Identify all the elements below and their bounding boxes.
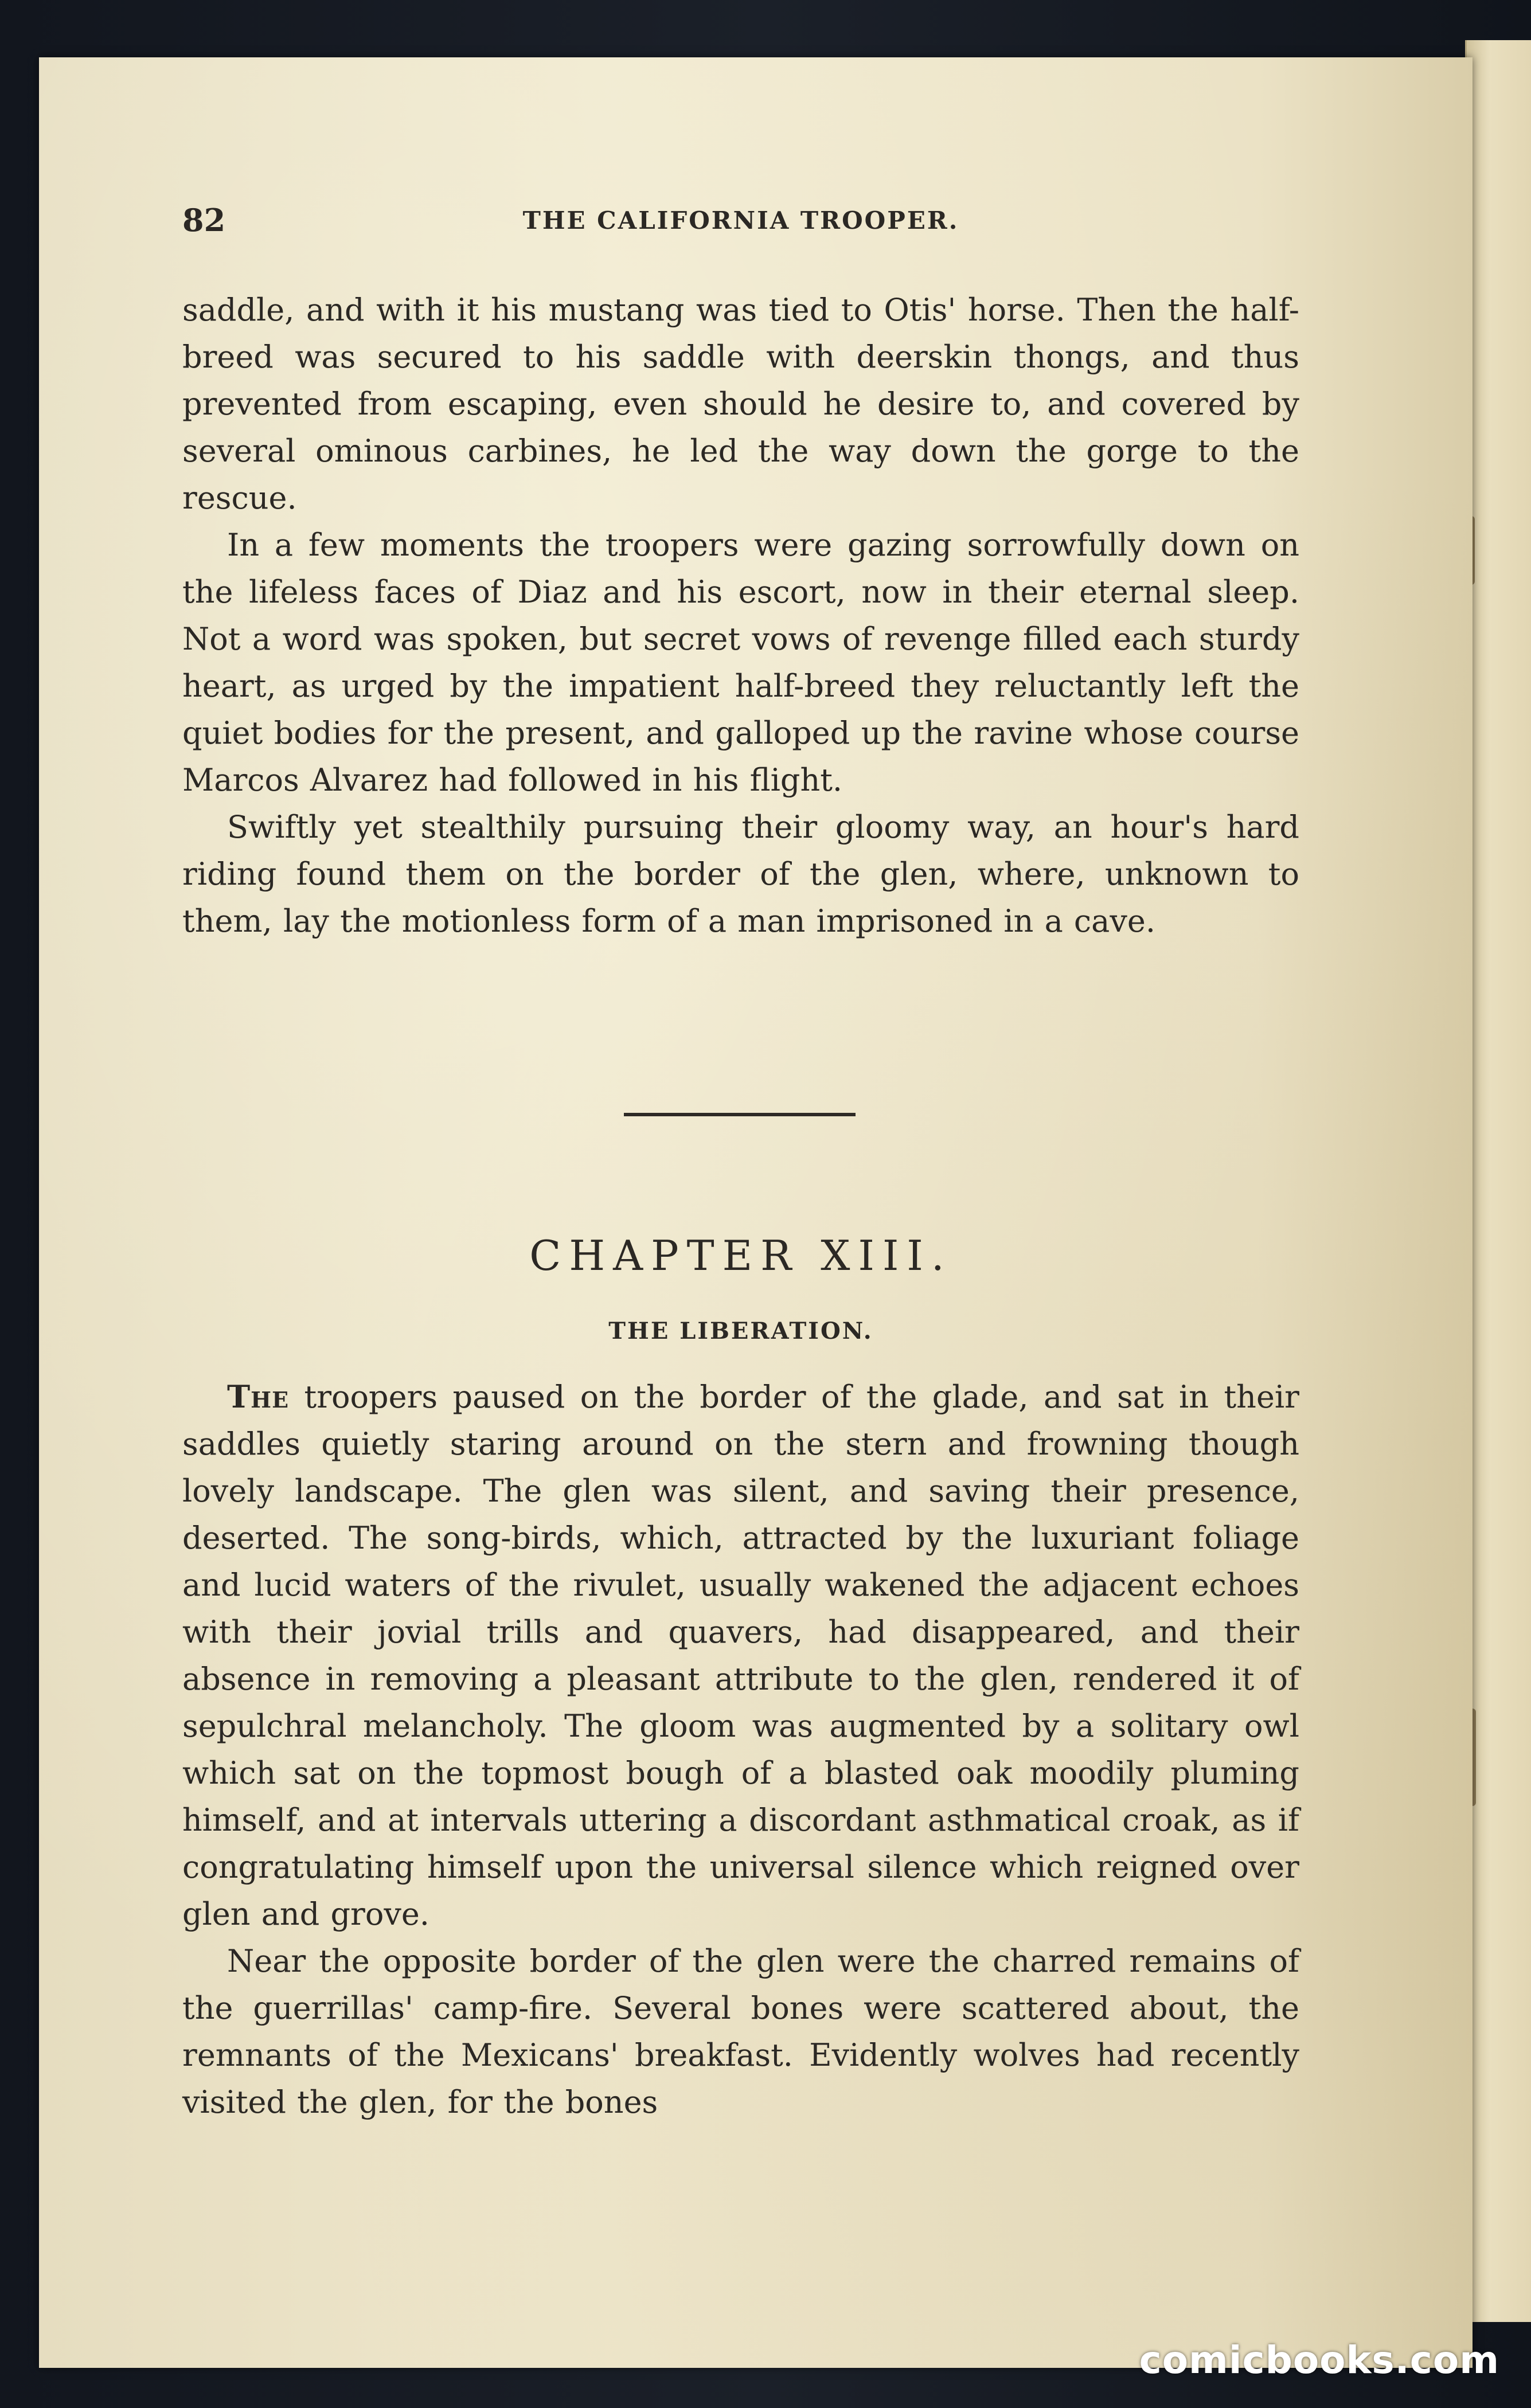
body-text-top [182, 287, 1299, 945]
chapter-subtitle: THE LIBERATION. [608, 1318, 873, 1344]
chapter-title: CHAPTER XIII. [529, 1232, 952, 1280]
paragraph: saddle, and with it his mustang was tied to Otis' horse. Then the half-breed was secured to his saddle with deerskin thongs, and thus prevented from escaping, even should he desire to, and covered by several ominous carbines, he led the way down the gorge to the rescue. [182, 292, 1299, 516]
paragraph: In a few moments the troopers were gazing sorrowfully down on the lifeless faces of Diaz and his escort, now in their eternal sleep. Not a word was spoken, but secret vows of revenge filled each sturdy heart, as urged by the impatient half-breed they reluctantly left the quiet bodies for the present, and galloped up the ravine whose course Marcos Alvarez had followed in his flight. [182, 527, 1299, 798]
paragraph: Swiftly yet stealthily pursuing their gloomy way, an hour's hard riding found them on the border of the glen, where, unknown to them, lay the motionless form of a man imprisoned in a cave. [182, 809, 1299, 939]
opening-word: The [227, 1378, 290, 1415]
opening-paragraph [182, 1373, 1299, 1938]
page-number: 82 [182, 202, 226, 239]
body-text-chapter [182, 1373, 1299, 2126]
paragraph: Near the opposite border of the glen were the charred remains of the guerrillas' camp-fire. Several bones were scattered about, the remnants of the Mexicans' breakfast. Evidently wolves had recently visited the glen, for the bones [182, 1943, 1299, 2120]
running-title: THE CALIFORNIA TROOPER. [522, 206, 959, 234]
site-watermark: comicbooks.com [1139, 2338, 1499, 2382]
opening-paragraph-text: troopers paused on the border of the glade, and sat in their saddles quietly staring around on the stern and frowning though lovely landscape. The glen was silent, and saving their presence, deserted. The song-birds, which, attracted by the luxuriant foliage and lucid waters of the rivulet, usually wakened the adjacent echoes with their jovial trills and quavers, had disappeared, and their absence in removing a pleasant attribute to the glen, rendered it of sepulchral melancholy. The gloom was augmented by a solitary owl which sat on the topmost bough of a blasted oak moodily pluming himself, and at intervals uttering a discordant asthmatical croak, as if congratulating himself upon the universal silence which reigned over glen and grove. [182, 1379, 1299, 1932]
running-head [182, 202, 1299, 242]
chapter-divider-rule [624, 1113, 856, 1116]
next-page-edge [1465, 40, 1531, 2322]
